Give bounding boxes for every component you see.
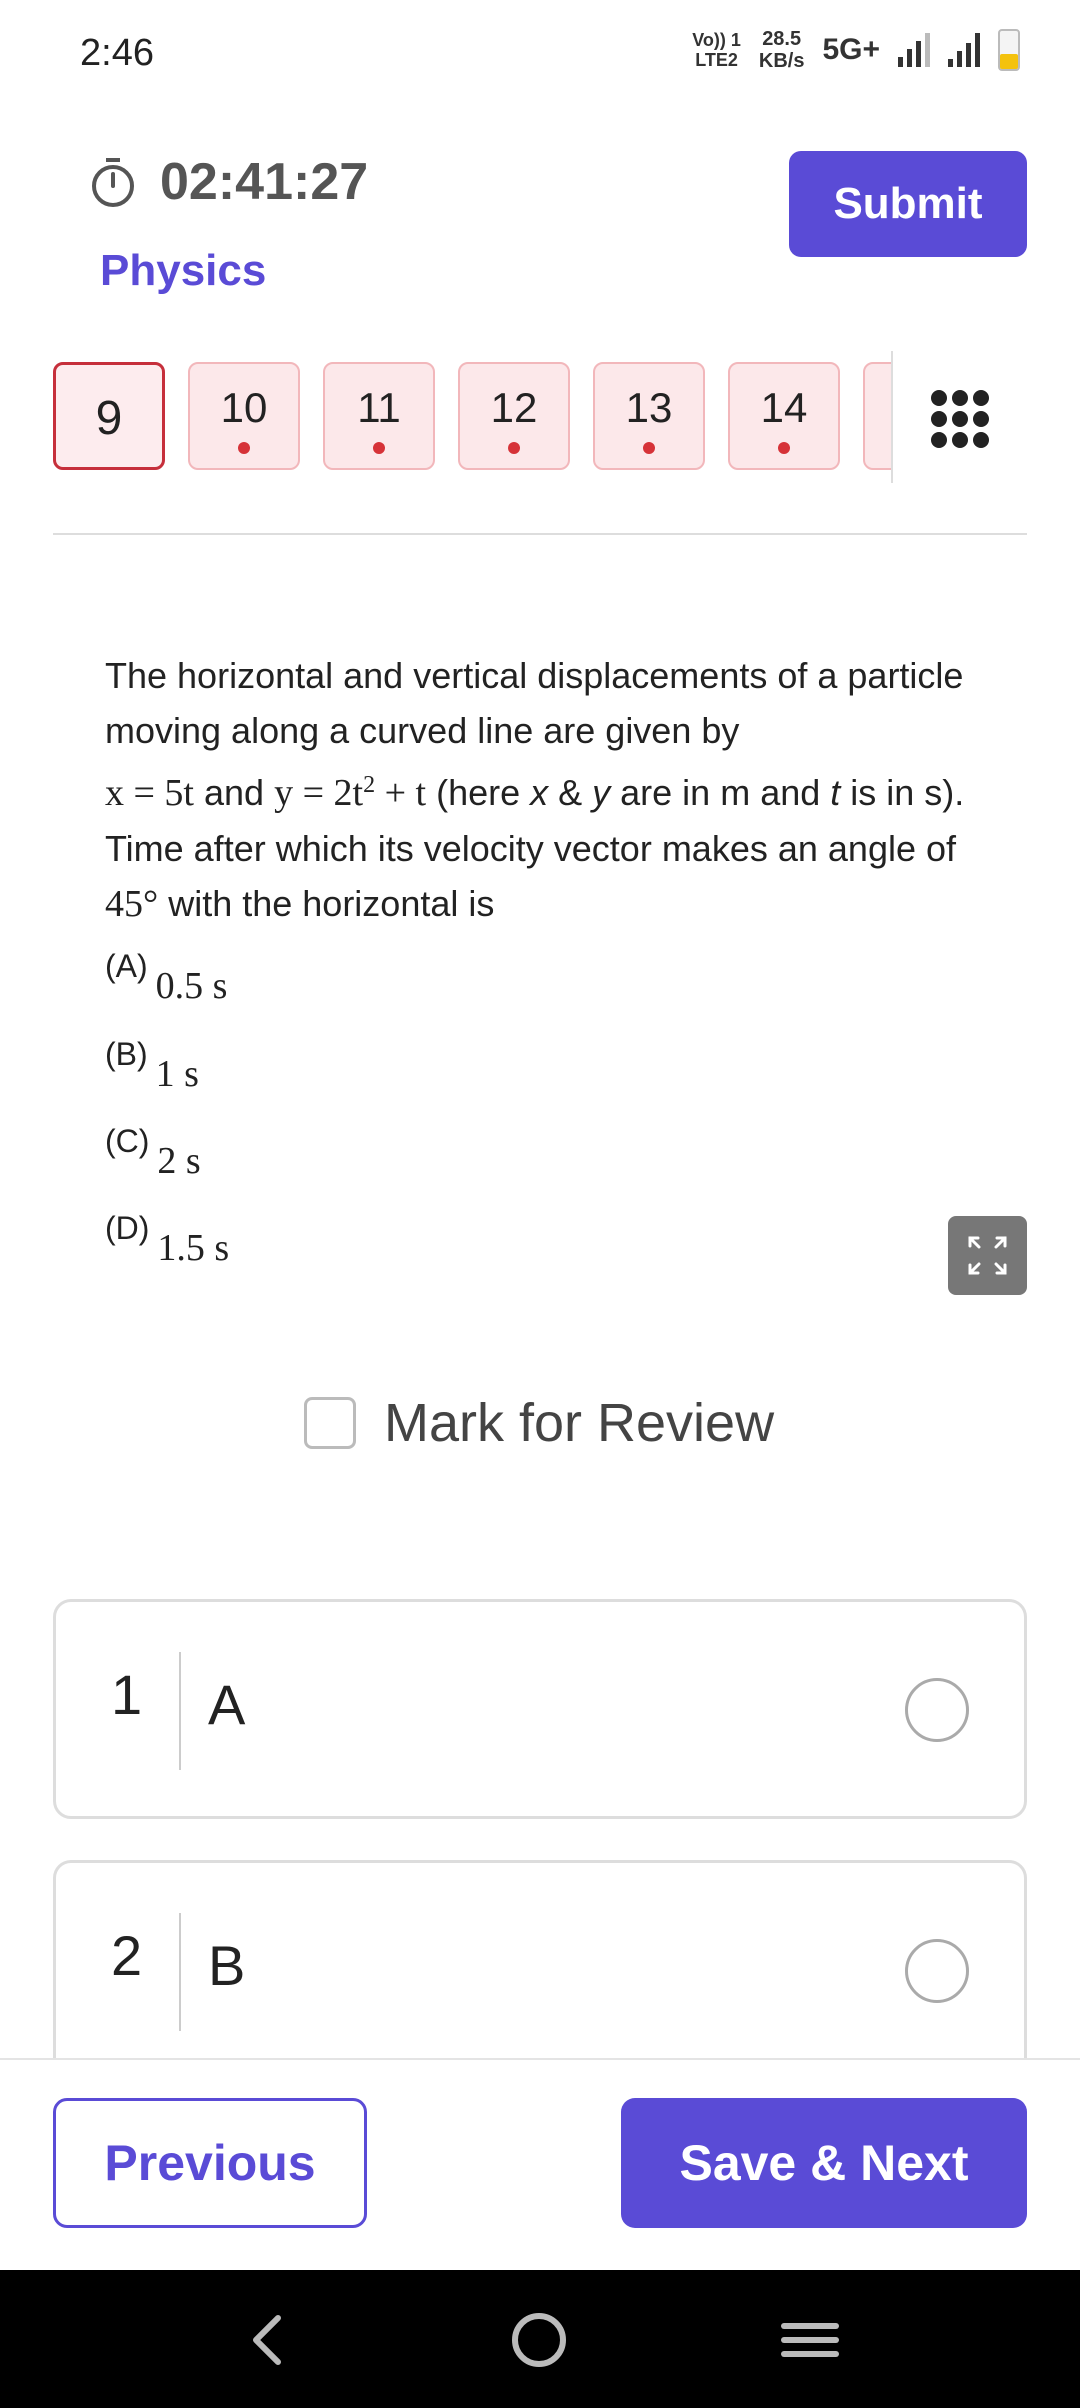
question-number: 11 <box>357 384 401 431</box>
paren-text: (here <box>426 772 531 813</box>
option-label: (A) <box>105 948 148 984</box>
and-word: and <box>194 772 275 813</box>
exam-timer <box>90 152 368 212</box>
question-tail: with the horizontal is <box>158 883 495 924</box>
option-value: 1.5 s <box>157 1227 230 1269</box>
option-b <box>105 1036 199 1096</box>
var-t: t <box>830 772 841 813</box>
signal-icon <box>898 33 930 67</box>
equation-y-power: 2 <box>363 772 376 798</box>
option-c <box>105 1123 201 1183</box>
subject-title: Physics <box>100 246 267 295</box>
equation-y: y = 2t <box>274 772 364 814</box>
palette-separator <box>891 351 893 483</box>
visited-dot-icon <box>508 442 520 454</box>
time-text: is in s). Time after which its velocity vector makes an angle of <box>105 772 965 869</box>
equation-y-tail: + t <box>375 772 427 814</box>
answer-label: B <box>208 1934 246 1997</box>
section-divider <box>53 533 1027 535</box>
signal-icon-2 <box>948 33 980 67</box>
speed-unit: KB/s <box>758 50 805 72</box>
answer-separator <box>179 1913 181 2031</box>
question-number: 9 <box>95 392 123 445</box>
radio-button[interactable] <box>905 1939 969 2003</box>
grid-menu-icon[interactable] <box>925 384 995 454</box>
stopwatch-icon <box>90 156 136 208</box>
previous-button[interactable]: Previous <box>53 2098 367 2228</box>
visited-dot-icon <box>778 442 790 454</box>
submit-button[interactable]: Submit <box>789 151 1027 257</box>
status-icons <box>692 28 1020 72</box>
question-tile-current[interactable] <box>53 362 165 470</box>
option-label: (C) <box>105 1123 150 1159</box>
question-number: 13 <box>625 384 673 431</box>
option-value: 2 s <box>157 1140 201 1182</box>
var-y: y <box>592 772 611 813</box>
amp-text: & <box>548 772 593 813</box>
visited-dot-icon <box>238 442 250 454</box>
question-tile[interactable] <box>728 362 840 470</box>
visited-dot-icon <box>373 442 385 454</box>
network-speed <box>759 28 805 72</box>
units-text: are in m and <box>610 772 831 813</box>
review-label: Mark for Review <box>384 1393 775 1453</box>
answer-number: 2 <box>111 1924 143 1987</box>
network-type: 5G+ <box>822 33 880 66</box>
review-checkbox[interactable] <box>304 1397 356 1449</box>
equation-x: x = 5t <box>105 772 194 814</box>
lte-text: LTE2 <box>695 50 738 70</box>
answer-separator <box>179 1652 181 1770</box>
answer-choice-a[interactable] <box>53 1599 1027 1819</box>
answer-number: 1 <box>111 1663 143 1726</box>
question-number: 14 <box>760 384 808 431</box>
question-tile[interactable] <box>323 362 435 470</box>
volte-indicator <box>692 30 741 70</box>
option-label: (D) <box>105 1210 150 1246</box>
system-nav-bar <box>0 2270 1080 2408</box>
question-tile-partial[interactable] <box>863 362 893 470</box>
answer-choice-b[interactable] <box>53 1860 1027 2080</box>
visited-dot-icon <box>643 442 655 454</box>
save-next-button[interactable]: Save & Next <box>621 2098 1027 2228</box>
question-text <box>105 648 985 932</box>
status-time: 2:46 <box>80 32 154 74</box>
mark-for-review[interactable] <box>304 1392 774 1454</box>
expand-icon[interactable] <box>948 1216 1027 1295</box>
question-tile[interactable] <box>458 362 570 470</box>
question-number: 10 <box>220 384 268 431</box>
answer-label: A <box>208 1673 246 1736</box>
timer-text: 02:41:27 <box>160 153 369 211</box>
question-tile[interactable] <box>593 362 705 470</box>
speed-value: 28.5 <box>762 28 802 50</box>
option-a <box>105 948 227 1008</box>
volte-text: Vo)) 1 <box>692 30 741 50</box>
radio-button[interactable] <box>905 1678 969 1742</box>
question-tile[interactable] <box>188 362 300 470</box>
back-icon[interactable] <box>228 2300 308 2380</box>
option-value: 0.5 s <box>155 965 228 1007</box>
question-intro: The horizontal and vertical displacements of a particle moving along a curved line are given by <box>105 655 964 751</box>
option-label: (B) <box>105 1036 148 1072</box>
var-x: x <box>530 772 549 813</box>
recent-apps-icon[interactable] <box>770 2300 850 2380</box>
home-icon[interactable] <box>499 2300 579 2380</box>
angle-value: 45° <box>105 883 159 925</box>
battery-icon <box>998 29 1020 71</box>
question-number: 12 <box>490 384 538 431</box>
option-d <box>105 1210 229 1270</box>
option-value: 1 s <box>155 1053 199 1095</box>
question-palette <box>53 362 893 474</box>
